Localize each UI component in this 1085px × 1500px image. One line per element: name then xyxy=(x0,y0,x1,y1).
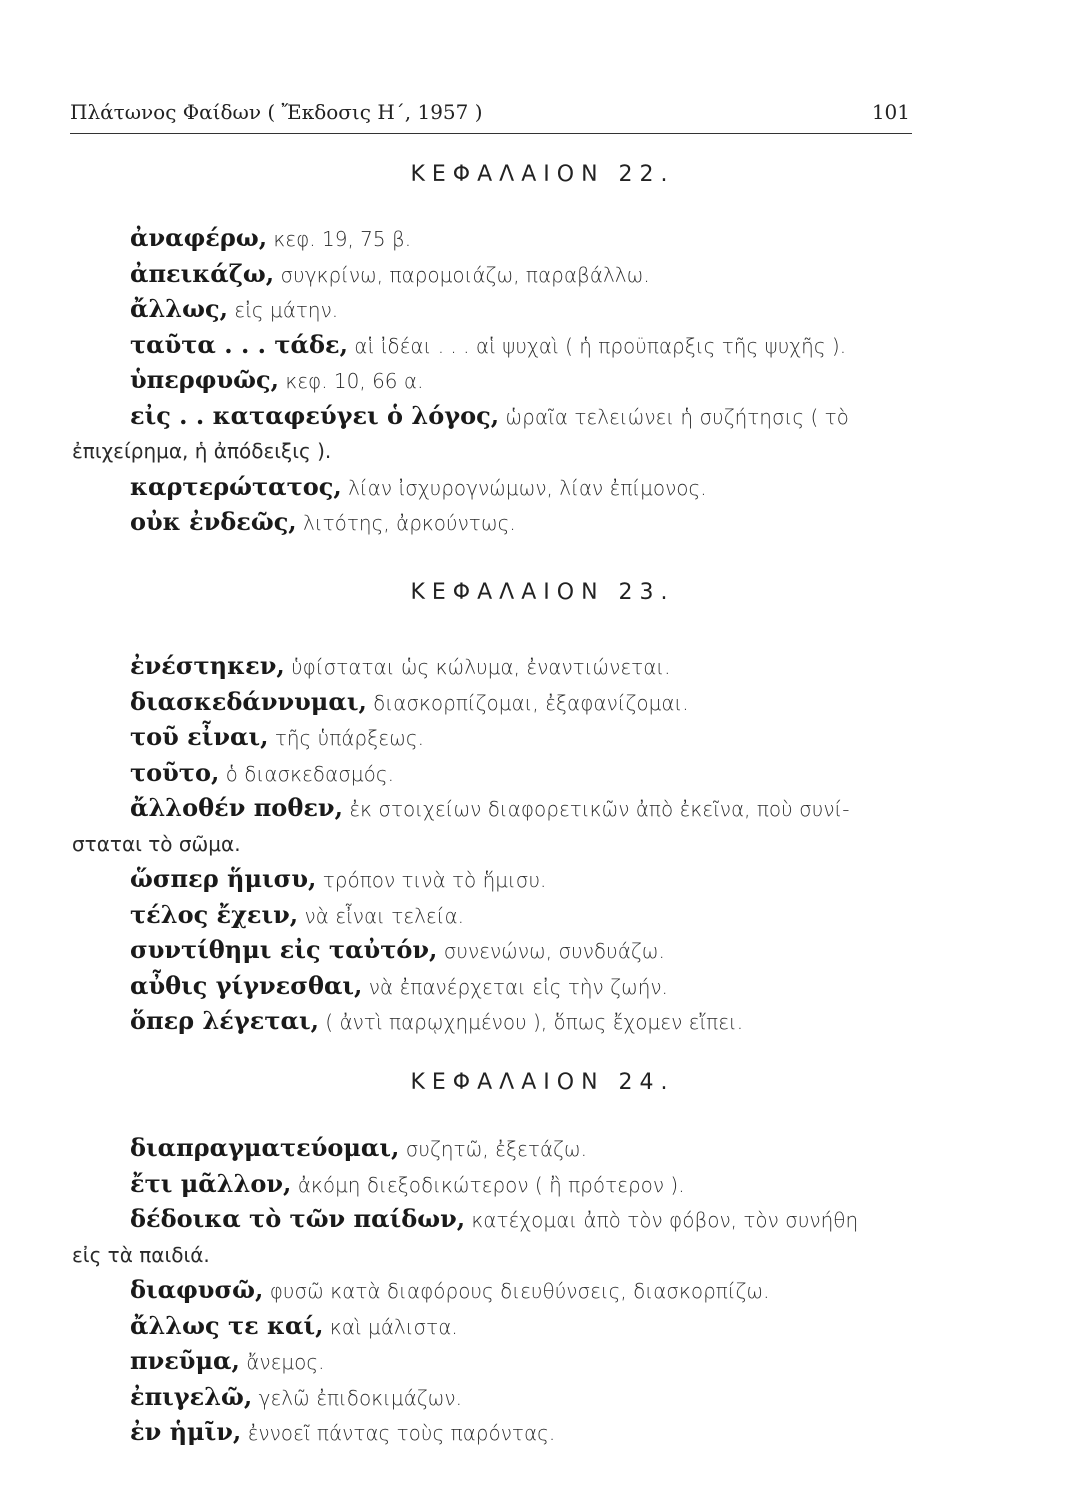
entry-gloss: ἀκόμη διεξοδικώτερον ( ἢ πρότερον ). xyxy=(291,1172,685,1197)
header-title: Πλάτωνος Φαίδων ( Ἔκδοσις Η΄, 1957 ) xyxy=(70,100,483,124)
entry-lemma: ἀναφέρω, xyxy=(130,223,268,252)
entry-gloss: ἄνεμος. xyxy=(239,1350,325,1374)
entry-gloss: ἐκ στοιχείων διαφορετικῶν ἀπὸ ἐκεῖνα, ποὺ συνί- xyxy=(342,797,850,821)
entry-continuation: σταται τὸ σῶμα. xyxy=(72,831,241,856)
glossary-entry xyxy=(130,1272,770,1310)
glossary-entry xyxy=(130,755,394,793)
glossary-entry xyxy=(130,1379,462,1417)
entry-gloss: φυσῶ κατὰ διαφόρους διευθύνσεις, διασκορπίζω. xyxy=(263,1279,770,1303)
glossary-entry xyxy=(130,469,707,507)
glossary-entry xyxy=(130,1343,324,1381)
glossary-entry xyxy=(130,719,424,757)
entry-lemma: καρτερώτατος, xyxy=(130,471,342,501)
entry-gloss: λιτότης, ἀρκούντως. xyxy=(296,511,516,535)
glossary-entry xyxy=(130,790,849,828)
entry-lemma: ἐπιγελῶ, xyxy=(130,1381,253,1411)
entry-lemma: ταῦτα . . . τάδε, xyxy=(130,329,348,359)
entry-gloss: κεφ. 10, 66 α. xyxy=(278,369,424,393)
entry-gloss: νὰ εἶναι τελεία. xyxy=(298,903,465,928)
entry-lemma: ὥσπερ ἥμισυ, xyxy=(130,864,317,893)
entry-gloss: ὡραῖα τελειώνει ἡ συζήτησις ( τὸ xyxy=(499,404,849,429)
entry-gloss: εἰς μάτην. xyxy=(227,298,339,322)
entry-gloss: αἱ ἰδέαι . . . αἱ ψυχαὶ ( ἡ προϋπαρξις τῆς ψυχῆς ). xyxy=(347,333,847,358)
entry-lemma: τέλος ἔχειν, xyxy=(130,899,299,929)
entry-lemma: δέδοικα τὸ τῶν παίδων, xyxy=(130,1204,466,1233)
entry-lemma: συντίθημι εἰς ταὐτόν, xyxy=(130,935,438,964)
entry-lemma: ὅπερ λέγεται, xyxy=(130,1006,319,1035)
entry-gloss: ἐννοεῖ πάντας τοὺς παρόντας. xyxy=(241,1421,556,1445)
entry-lemma: διασκεδάννυμαι, xyxy=(130,686,367,716)
glossary-entry xyxy=(130,256,650,294)
glossary-entry xyxy=(130,1166,685,1204)
entry-gloss: συγκρίνω, παρομοιάζω, παραβάλλω. xyxy=(274,262,650,287)
entry-lemma: εἰς . . καταφεύγει ὁ λόγος, xyxy=(130,400,500,430)
glossary-entry xyxy=(130,897,464,935)
entry-gloss: κεφ. 19, 75 β. xyxy=(267,227,412,251)
glossary-entry xyxy=(130,220,411,258)
entry-gloss: ὑφίσταται ὡς κώλυμα, ἐναντιώνεται. xyxy=(284,655,671,679)
entry-lemma: ἄλλως, xyxy=(130,294,228,323)
entry-gloss: τρόπον τινὰ τὸ ἥμισυ. xyxy=(316,868,547,892)
entry-lemma: οὐκ ἐνδεῶς, xyxy=(130,507,297,536)
glossary-entry xyxy=(130,684,689,722)
entry-gloss: νὰ ἐπανέρχεται εἰς τὴν ζωήν. xyxy=(362,974,668,999)
entry-gloss: ( ἀντὶ παρῳχημένου ), ὅπως ἔχομεν εἴπει. xyxy=(318,1010,744,1034)
entry-lemma: αὖθις γίγνεσθαι, xyxy=(130,970,363,1000)
entry-gloss: ὁ διασκεδασμός. xyxy=(219,761,394,786)
entry-lemma: τοῦ εἶναι, xyxy=(130,722,269,751)
glossary-entry xyxy=(130,1414,555,1452)
glossary-entry xyxy=(130,1130,587,1168)
entry-continuation: ἐπιχείρημα, ἡ ἀπόδειξις ). xyxy=(72,439,332,463)
glossary-entry xyxy=(130,362,423,400)
entry-gloss: καὶ μάλιστα. xyxy=(323,1314,458,1339)
entry-lemma: διαπραγματεύομαι, xyxy=(130,1133,400,1162)
entry-lemma: ὑπερφυῶς, xyxy=(130,365,279,394)
glossary-entry xyxy=(130,932,665,970)
chapter-heading: ΚΕΦΑΛΑΙΟΝ 24. xyxy=(410,1070,675,1095)
entry-lemma: ἄλλοθέν ποθεν, xyxy=(130,793,343,822)
page-number: 101 xyxy=(871,100,910,124)
entry-gloss: συνενώνω, συνδυάζω. xyxy=(437,939,665,963)
glossary-entry xyxy=(130,504,516,542)
header-rule xyxy=(70,133,912,134)
glossary-entry xyxy=(130,1308,458,1346)
entry-gloss: συζητῶ, ἐξετάζω. xyxy=(399,1137,588,1161)
glossary-entry xyxy=(130,327,846,365)
glossary-entry xyxy=(130,1201,858,1239)
running-header xyxy=(70,100,910,124)
glossary-entry xyxy=(130,968,668,1006)
entry-gloss: λίαν ἰσχυρογνώμων, λίαν ἐπίμονος. xyxy=(341,475,707,500)
entry-lemma: πνεῦμα, xyxy=(130,1346,240,1375)
glossary-entry xyxy=(130,648,671,686)
entry-gloss: γελῶ ἐπιδοκιμάζων. xyxy=(252,1385,462,1410)
chapter-heading: ΚΕΦΑΛΑΙΟΝ 22. xyxy=(410,162,675,187)
chapter-heading: ΚΕΦΑΛΑΙΟΝ 23. xyxy=(410,580,675,605)
entry-lemma: τοῦτο, xyxy=(130,757,220,787)
entry-lemma: ἀπεικάζω, xyxy=(130,258,275,288)
glossary-entry xyxy=(130,861,546,899)
entry-gloss: τῆς ὑπάρξεως. xyxy=(268,726,424,750)
entry-continuation: εἰς τὰ παιδιά. xyxy=(72,1242,210,1267)
entry-lemma: ἐν ἡμῖν, xyxy=(130,1417,242,1446)
entry-lemma: ἐνέστηκεν, xyxy=(130,651,285,680)
glossary-entry xyxy=(130,291,338,329)
entry-gloss: κατέχομαι ἀπὸ τὸν φόβον, τὸν συνήθη xyxy=(465,1208,859,1232)
entry-lemma: διαφυσῶ, xyxy=(130,1275,264,1304)
glossary-entry xyxy=(130,1003,743,1041)
entry-lemma: ἄλλως τε καί, xyxy=(130,1310,324,1340)
entry-gloss: διασκορπίζομαι, ἐξαφανίζομαι. xyxy=(366,690,689,715)
glossary-entry xyxy=(130,398,849,436)
entry-lemma: ἔτι μᾶλλον, xyxy=(130,1168,292,1198)
